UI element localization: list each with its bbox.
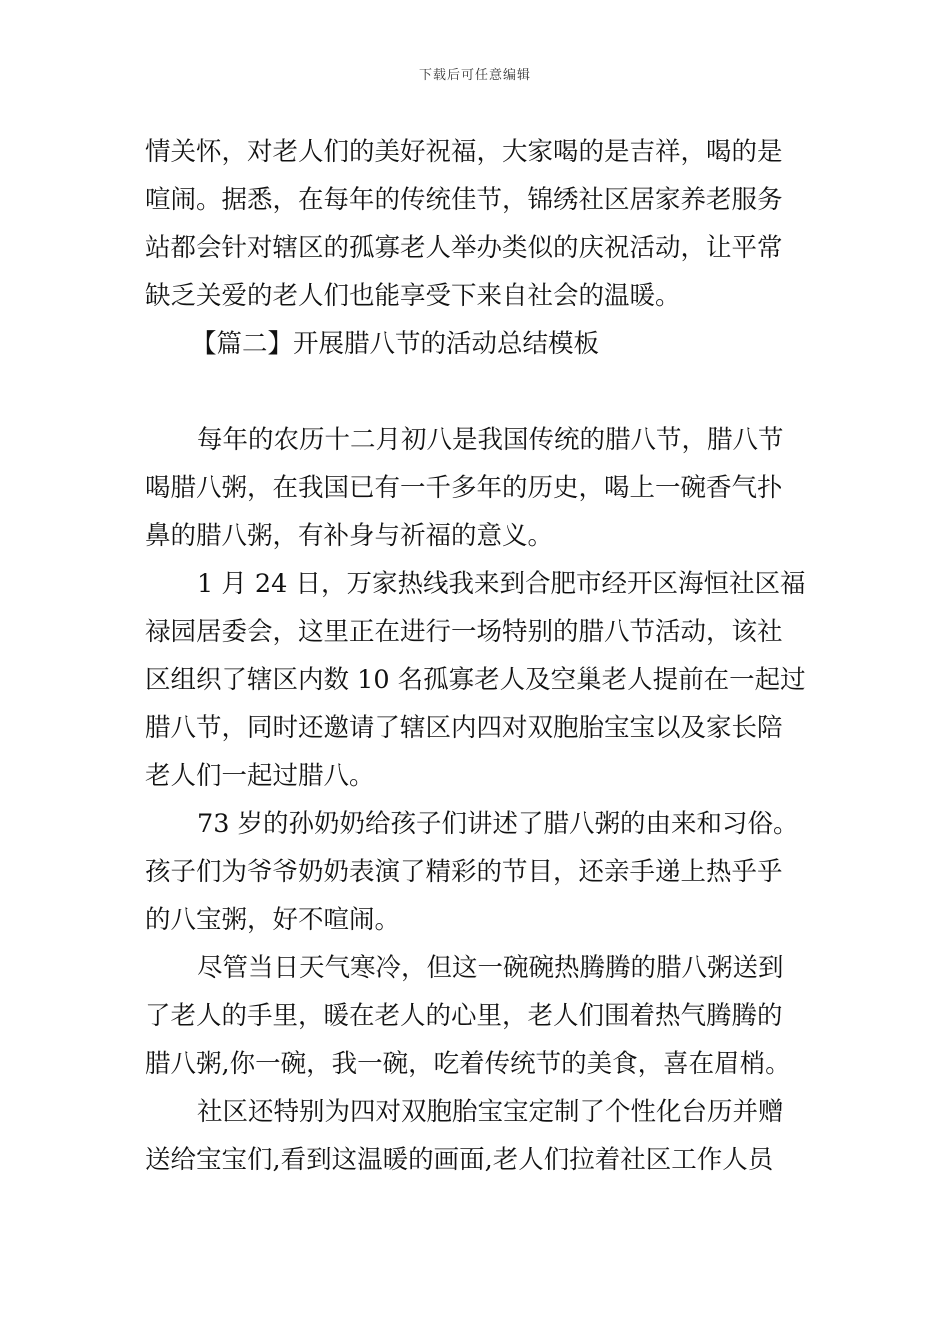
text-line: 喧闹。据悉，在每年的传统佳节，锦绣社区居家养老服务 xyxy=(145,185,783,215)
document-body xyxy=(145,128,805,1184)
text-line: 社区还特别为四对双胞胎宝宝定制了个性化台历并赠 xyxy=(197,1097,784,1127)
text-line: 每年的农历十二月初八是我国传统的腊八节，腊八节 xyxy=(197,425,784,455)
text-line: 了老人的手里，暖在老人的心里，老人们围着热气腾腾的 xyxy=(145,1001,783,1031)
text-line: 喝腊八粥，在我国已有一千多年的历史，喝上一碗香气扑 xyxy=(145,473,783,503)
text-line: 站都会针对辖区的孤寡老人举办类似的庆祝活动，让平常 xyxy=(145,233,783,263)
text-line: 缺乏关爱的老人们也能享受下来自社会的温暖。 xyxy=(145,281,681,311)
text-line: 腊八节，同时还邀请了辖区内四对双胞胎宝宝以及家长陪 xyxy=(145,713,783,743)
text-line: 孩子们为爷爷奶奶表演了精彩的节目，还亲手递上热乎乎 xyxy=(145,857,783,887)
text-line: 的八宝粥，好不喧闹。 xyxy=(145,905,401,935)
text-line: 情关怀，对老人们的美好祝福，大家喝的是吉祥，喝的是 xyxy=(145,137,783,167)
text-line: 尽管当日天气寒冷，但这一碗碗热腾腾的腊八粥送到 xyxy=(197,953,784,983)
text-line: 73 岁的孙奶奶给孩子们讲述了腊八粥的由来和习俗。 xyxy=(197,809,799,839)
text-line: 送给宝宝们,看到这温暖的画面,老人们拉着社区工作人员 xyxy=(145,1145,774,1175)
text-line: 鼻的腊八粥，有补身与祈福的意义。 xyxy=(145,521,554,551)
section-heading: 【篇二】开展腊八节的活动总结模板 xyxy=(191,329,600,359)
text-line: 老人们一起过腊八。 xyxy=(145,761,375,791)
blank-line xyxy=(145,368,805,416)
text-line: 区组织了辖区内数 10 名孤寡老人及空巢老人提前在一起过 xyxy=(145,665,806,695)
text-line: 腊八粥,你一碗，我一碗，吃着传统节的美食，喜在眉梢。 xyxy=(145,1049,791,1079)
text-line: 禄园居委会，这里正在进行一场特别的腊八节活动，该社 xyxy=(145,617,783,647)
text-line: 1 月 24 日，万家热线我来到合肥市经开区海恒社区福 xyxy=(197,569,806,599)
page-header-note: 下载后可任意编辑 xyxy=(418,68,531,83)
